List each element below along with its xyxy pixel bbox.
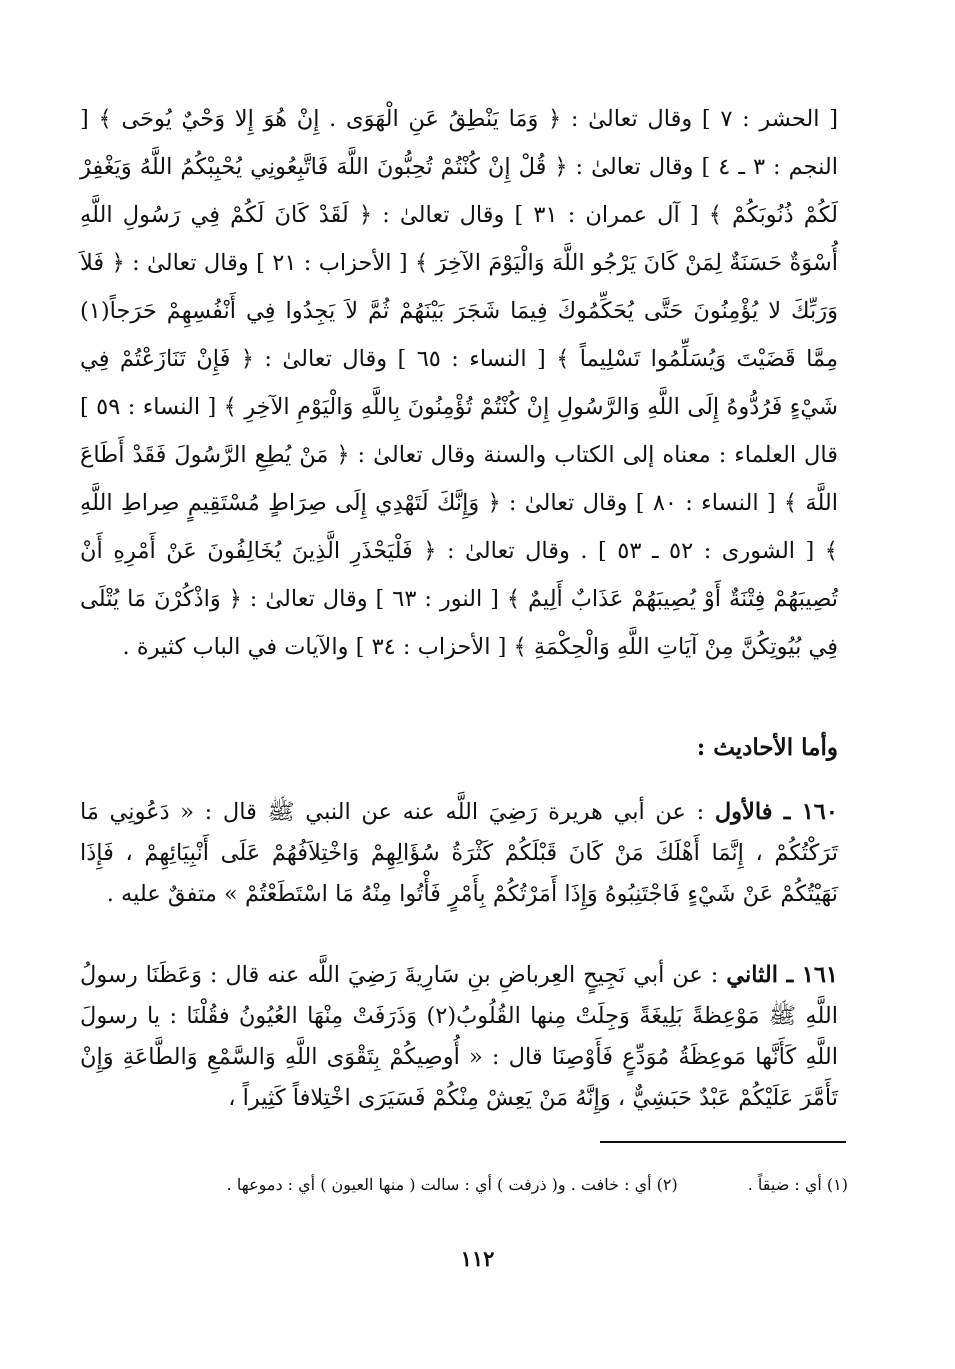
quran-verses-paragraph — [80, 95, 838, 671]
footnote-row — [90, 1170, 848, 1200]
hadith-161-paragraph — [80, 955, 838, 1119]
hadith-160-number: ١٦٠ ـ فالأول — [714, 799, 838, 825]
hadith-160-paragraph — [80, 792, 838, 915]
footnotes — [90, 1170, 848, 1200]
hadith-160-text: : عن أبي هريرة رَضِيَ اللَّه عنه عن النبي ﷺ قال : « دَعُونِي مَا تَرَكْتُكُمْ ، إِنَّمَا أَهْلَكَ مَنْ كَانَ قَبْلَكُمْ كَثْرَةُ سُؤَالِهِمْ وَاخْتِلاَفُهُمْ عَلَى أَنْبِيَائِهِمْ ، فَإِذَا نَهَيْتُكُمْ عَنْ شَيْءٍ فَاجْتَنِبُوهُ وَإِذَا أَمَرْتُكُمْ بِأَمْرٍ فَأْتُوا مِنْهُ مَا اسْتَطَعْتُمْ » متفقٌ عليه . — [80, 799, 838, 907]
hadith-161-text: : عن أبي نَجِيحٍ العِرباضِ بنِ سَارِيةَ رَضِيَ اللَّه عنه قال : وَعَظَنَا رسولُ اللَّهِ ﷺ مَوْعِظةً بَلِيغَةً وَجِلَتْ مِنها القُلُوبُ(٢) وَذَرَفَتْ مِنْهَا العُيُونُ فقُلْنَا : يا رسولَ اللَّهِ كَأَنَّها مَوعِظَةُ مُوَدِّعٍ فَأَوْصِنَا قال : « أُوصِيكُمْ بِتَقْوَى اللَّهِ وَالسَّمْعِ وَالطَّاعَةِ وَإِنْ تَأَمَّرَ عَلَيْكُمْ عَبْدٌ حَبَشِيٌّ ، وَإِنَّهُ مَنْ يَعِشْ مِنْكُمْ فَسَيَرَى اخْتِلافاً كَثِيراً ، — [80, 962, 839, 1111]
hadith-161-number: ١٦١ ـ الثاني — [726, 962, 839, 988]
footnote-1: (١) أي : ضيقاً . — [747, 1175, 848, 1194]
hadith-161 — [80, 955, 838, 1119]
verses-text: [ الحشر : ٧ ] وقال تعالىٰ : ﴿ وَمَا يَنْطِقُ عَنِ الْهَوَى . إِنْ هُوَ إِلا وَحْيٌ يُوحَى ﴾ [ النجم : ٣ ـ ٤ ] وقال تعالىٰ : ﴿ قُلْ إِنْ كُنْتُمْ تُحِبُّونَ اللَّهَ فَاتَّبِعُونِي يُحْبِبْكُمُ اللَّهُ وَيَغْفِرْ لَكُمْ ذُنُوبَكُمْ ﴾ [ آل عمران : ٣١ ] وقال تعالىٰ : ﴿ لَقَدْ كَانَ لَكُمْ فِي رَسُولِ اللَّهِ أُسْوَةٌ حَسَنَةٌ لِمَنْ كَانَ يَرْجُو اللَّهَ وَالْيَوْمَ الآخِرَ ﴾ [ الأحزاب : ٢١ ] وقال تعالىٰ : ﴿ فَلاَ وَرَبِّكَ لا يُؤْمِنُونَ حَتَّى يُحَكِّمُوكَ فِيمَا شَجَرَ بَيْنَهُمْ ثُمَّ لاَ يَجِدُوا فِي أَنْفُسِهِمْ حَرَجاً(١) مِمَّا قَضَيْتَ وَيُسَلِّمُوا تَسْلِيماً ﴾ [ النساء : ٦٥ ] وقال تعالىٰ : ﴿ فَإِنْ تَنَازَعْتُمْ فِي شَيْءٍ فَرُدُّوهُ إِلَى اللَّهِ وَالرَّسُولِ إِنْ كُنْتُمْ تُؤْمِنُونَ بِاللَّهِ وَالْيَوْمِ الآخِرِ ﴾ [ النساء : ٥٩ ] قال العلماء : معناه إلى الكتاب والسنة وقال تعالىٰ : ﴿ مَنْ يُطِعِ الرَّسُولَ فَقَدْ أَطَاعَ اللَّهَ ﴾ [ النساء : ٨٠ ] وقال تعالىٰ : ﴿ وَإِنَّكَ لَتَهْدِي إِلَى صِرَاطٍ مُسْتَقِيمٍ صِراطِ اللَّهِ ﴾ [ الشورى : ٥٢ ـ ٥٣ ] . وقال تعالىٰ : ﴿ فَلْيَحْذَرِ الَّذِينَ يُخَالِفُونَ عَنْ أَمْرِهِ أَنْ تُصِيبَهُمْ فِتْنَةٌ أَوْ يُصِيبَهُمْ عَذَابٌ أَلِيمٌ ﴾ [ النور : ٦٣ ] وقال تعالىٰ : ﴿ وَاذْكُرْنَ مَا يُتْلَى فِي بُيُوتِكُنَّ مِنْ آيَاتِ اللَّهِ وَالْحِكْمَةِ ﴾ [ الأحزاب : ٣٤ ] والآيات في الباب كثيرة . — [80, 106, 839, 660]
section-heading: وأما الأحاديث : — [696, 734, 838, 761]
footnote-separator — [600, 1141, 846, 1143]
page-number: ١١٢ — [460, 1246, 495, 1271]
hadith-160 — [80, 792, 838, 915]
footnote-2: (٢) أي : خافت . و( ذرفت ) أي : سالت ( منها العيون ) أي : دموعها . — [226, 1175, 678, 1194]
